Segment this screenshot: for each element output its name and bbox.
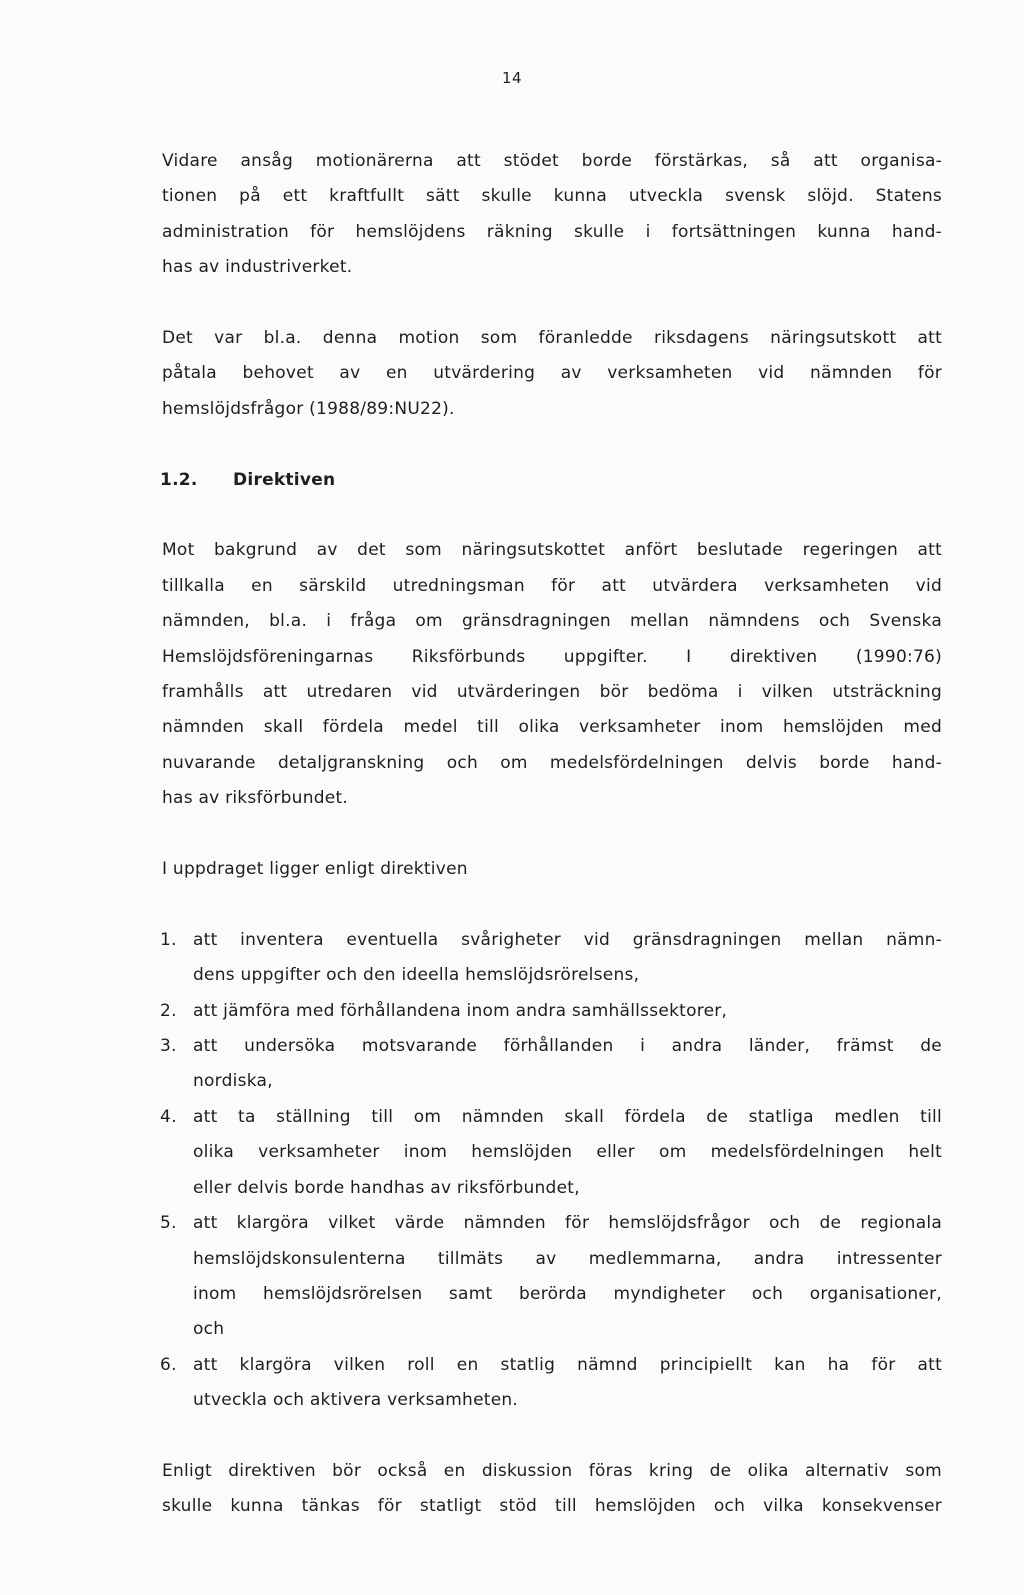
paragraph-line: påtala behovet av en utvärdering av verksamheten vid nämnden för xyxy=(162,363,942,384)
list-item-line: att klargöra vilken roll en statlig nämnd principiellt kan ha för att xyxy=(193,1354,942,1375)
list-item xyxy=(160,1029,942,1100)
section-heading xyxy=(160,463,942,498)
list-item-line: hemslöjdskonsulenterna tillmäts av medlemmarna, andra intressenter xyxy=(193,1248,942,1269)
list-item-number: 2. xyxy=(160,1000,177,1021)
closing-paragraph xyxy=(162,1454,942,1525)
list-item xyxy=(160,994,942,1029)
list-item xyxy=(160,1348,942,1419)
list-item-line: att jämföra med förhållandena inom andra samhällssektorer, xyxy=(193,1000,728,1021)
assignment-lead xyxy=(162,852,942,887)
list-item-number: 3. xyxy=(160,1036,177,1057)
paragraph-line: tillkalla en särskild utredningsman för att utvärdera verksamheten vid xyxy=(162,575,942,596)
list-item xyxy=(160,1100,942,1206)
page-number: 14 xyxy=(501,69,523,87)
list-item xyxy=(160,923,942,994)
paragraph-line: I uppdraget ligger enligt direktiven xyxy=(162,859,468,880)
list-item-number: 5. xyxy=(160,1213,177,1234)
list-item-line: att ta ställning till om nämnden skall fördela de statliga medlen till xyxy=(193,1106,942,1127)
list-item-line: inom hemslöjdsrörelsen samt berörda myndigheter och organisationer, xyxy=(193,1283,942,1304)
directive-paragraph xyxy=(162,533,942,816)
list-item-line: olika verksamheter inom hemslöjden eller om medelsfördelningen helt xyxy=(193,1142,942,1163)
paragraph-line: has av riksförbundet. xyxy=(162,788,349,809)
paragraph-line: hemslöjdsfrågor (1988/89:NU22). xyxy=(162,398,455,419)
paragraph-line: has av industriverket. xyxy=(162,257,353,278)
paragraph-line: tionen på ett kraftfullt sätt skulle kunna utveckla svensk slöjd. Statens xyxy=(162,186,942,207)
paragraph-line: Det var bl.a. denna motion som föranledde riksdagens näringsutskott att xyxy=(162,328,942,349)
paragraph-line: nämnden, bl.a. i fråga om gränsdragningen mellan nämndens och Svenska xyxy=(162,611,942,632)
intro-paragraph-1 xyxy=(162,144,942,286)
list-item-line: dens uppgifter och den ideella hemslöjdsrörelsens, xyxy=(193,965,640,986)
list-item-number: 4. xyxy=(160,1106,177,1127)
list-item-number: 6. xyxy=(160,1354,177,1375)
intro-paragraph-2 xyxy=(162,321,942,427)
document-body xyxy=(162,144,942,1525)
list-item-line: utveckla och aktivera verksamheten. xyxy=(193,1390,519,1411)
section-title: Direktiven xyxy=(233,469,336,490)
list-item-line: och xyxy=(193,1319,225,1340)
paragraph-line: Mot bakgrund av det som näringsutskottet anfört beslutade regeringen att xyxy=(162,540,942,561)
list-item-line: nordiska, xyxy=(193,1071,273,1092)
list-item-line: att klargöra vilket värde nämnden för hemslöjdsfrågor och de regionala xyxy=(193,1213,942,1234)
paragraph-line: Hemslöjdsföreningarnas Riksförbunds uppgifter. I direktiven (1990:76) xyxy=(162,646,942,667)
paragraph-line: nämnden skall fördela medel till olika verksamheter inom hemslöjden med xyxy=(162,717,942,738)
paragraph-line: administration för hemslöjdens räkning skulle i fortsättningen kunna hand- xyxy=(162,221,942,242)
paragraph-line: Vidare ansåg motionärerna att stödet borde förstärkas, så att organisa- xyxy=(162,151,942,171)
list-item-line: att inventera eventuella svårigheter vid gränsdragningen mellan nämn- xyxy=(193,929,942,950)
paragraph-line: framhålls att utredaren vid utvärderingen bör bedöma i vilken utsträckning xyxy=(162,682,942,703)
assignment-list xyxy=(160,923,942,1419)
paragraph-line: skulle kunna tänkas för statligt stöd till hemslöjden och vilka konsekvenser xyxy=(162,1496,942,1517)
section-number: 1.2. xyxy=(160,469,198,490)
list-item-line: eller delvis borde handhas av riksförbundet, xyxy=(193,1177,580,1198)
list-item-number: 1. xyxy=(160,929,177,950)
paragraph-line: nuvarande detaljgranskning och om medelsfördelningen delvis borde hand- xyxy=(162,752,942,773)
list-item-line: att undersöka motsvarande förhållanden i andra länder, främst de xyxy=(193,1036,942,1057)
list-item xyxy=(160,1206,942,1348)
paragraph-line: Enligt direktiven bör också en diskussion föras kring de olika alternativ som xyxy=(162,1460,942,1481)
